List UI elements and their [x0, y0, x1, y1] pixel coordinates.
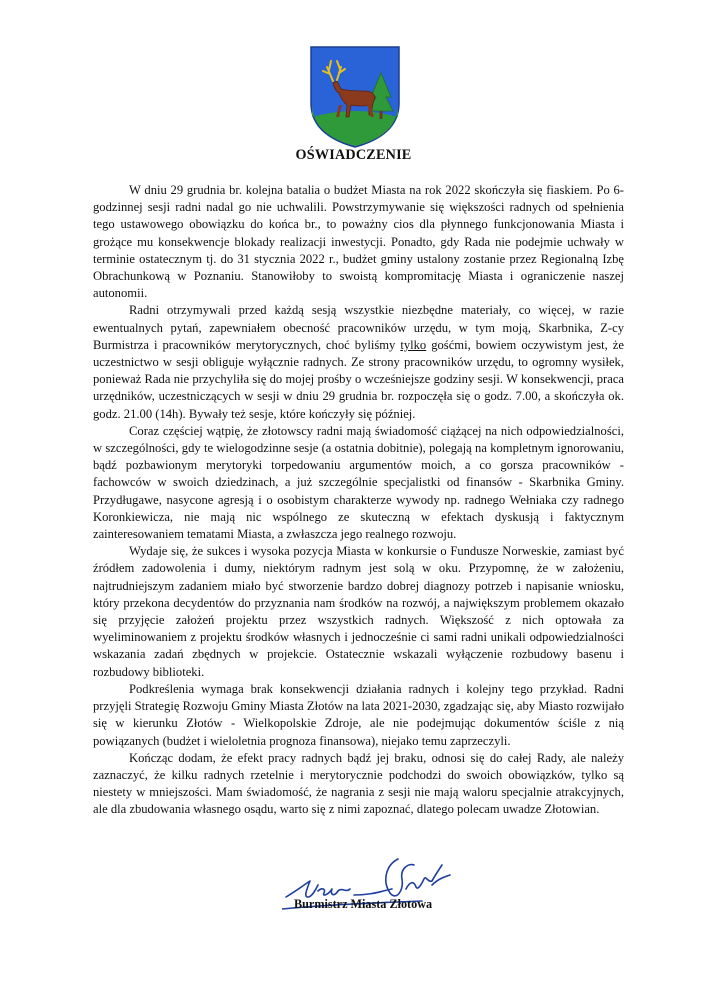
- paragraph-3: [93, 423, 624, 543]
- paragraph-4: [93, 543, 624, 681]
- paragraph-text: Radni otrzymywali przed każdą sesją wszystkie niezbędne materiały, co więcej, w razie ewentualnych pytań, zapewniałem obecność pracowników urzędu, w tym moją, Skarbnika, Z-cy Burmistrza i pracowników merytorycznych, choć byliśmy: [93, 303, 624, 352]
- paragraph-text-continued: gośćmi, bowiem oczywistym jest, że uczestnictwo w sesji obliguje wyłącznie radnych. Ze strony pracowników urzędu, to ogromny wysiłek, ponieważ Rada nie przychyliła się do mojej prośby o wcześniejsze godziny sesji. W konsekwencji, praca urzędników, uczestniczących w sesji w dniu 29 grudnia br. rozpoczęła się o godz. 7.00, a skończyła ok. godz. 21.00 (14h). Bywały też sesje, które kończyły się później.: [93, 337, 624, 421]
- paragraph-text: Kończąc dodam, że efekt pracy radnych bądź jej braku, odnosi się do całej Rady, ale należy zaznaczyć, że kilku radnych rzetelnie i merytorycznie podchodzi do swoich obowiązków, tylko są niestety w mniejszości. Mam świadomość, że nagrania z sesji nie mają waloru specjalnie atrakcyjnych, ale dla zbudowania własnego osądu, warto się z nimi zapoznać, dlatego polecam uwadze Złotowian.: [93, 750, 624, 817]
- paragraph-2: [93, 302, 624, 422]
- paragraph-6: [93, 750, 624, 819]
- underlined-word: tylko: [400, 337, 427, 352]
- paragraph-text: Coraz częściej wątpię, że złotowscy radni mają świadomość ciążącej na nich odpowiedzialności, w szczególności, gdy te wielogodzinne sesje (a ostatnia dobitnie), polegają na kompletnym ignorowaniu, bądź pozbawionym merytoryki torpedowaniu argumentów moich, a co gorsza pracowników - fachowców w swoich dziedzinach, a już szczególnie specjalistki od finansów - Skarbnika Gminy. Przydługawe, nasycone agresją i o osobistym charakterze wywody np. radnego Wełniaka czy radnego Koronkiewicza, nie mają nic wspólnego ze skuteczną w efektach dyskusją i faktycznym zainteresowaniem tematami Miasta, a zwłaszcza jego realnego rozwoju.: [93, 423, 624, 542]
- deer-coat-of-arms-icon: [309, 45, 401, 149]
- paragraph-text: Podkreślenia wymaga brak konsekwencji działania radnych i kolejny tego przykład. Radni przyjęli Strategię Rozwoju Gminy Miasta Złotów na lata 2021-2030, zgadzając się, aby Miasto rozwijało się w kierunku Złotów - Wielkopolskie Zdroje, ale nie podejmując dokumentów ściśle z nią powiązanych (budżet i wieloletnia prognoza finansowa), niejako temu zaprzeczyli.: [93, 681, 624, 748]
- paragraph-1: [93, 182, 624, 302]
- paragraph-5: [93, 681, 624, 750]
- signature-caption: Burmistrz Miasta Złotowa: [294, 897, 433, 911]
- document-title: OŚWIADCZENIE: [295, 147, 412, 163]
- paragraph-text: W dniu 29 grudnia br. kolejna batalia o budżet Miasta na rok 2022 skończyła się fiaskiem. Po 6- godzinnej sesji radni nadal go nie uchwalili. Powstrzymywanie się większości radnych od spełnienia tego ustawowego obowiązku do końca br., to poważny cios dla płynnego funkcjonowania Miasta i grożące mu konsekwencje blokady realizacji inwestycji. Ponadto, gdy Rada nie podejmie uchwały w terminie ostatecznym tj. do 31 stycznia 2022 r., budżet gminy ustalony zostanie przez Regionalną Izbę Obrachunkową w Poznaniu. Stanowiłoby to swoistą kompromitację Miasta i ograniczenie naszej autonomii.: [93, 183, 624, 301]
- paragraph-text: Wydaje się, że sukces i wysoka pozycja Miasta w konkursie o Fundusze Norweskie, zamiast być źródłem zadowolenia i dumy, niektórym radnym jest solą w oku. Przypomnę, że w założeniu, najtrudniejszym zadaniem miało być stworzenie bardzo dobrej diagnozy potrzeb i napisanie wniosku, który przekona decydentów do przyznania nam środków na rozwój, a największym problemem okazało się przyjęcie założeń projektu przez wszystkich radnych. Większość z nich optowała za wyeliminowaniem z projektu środków własnych i jednocześnie ci sami radni unikali odpowiedzialności wskazania zadań zbędnych w projekcie. Ostatecznie wskazali wyłączenie rozbudowy basenu i rozbudowy biblioteki.: [93, 544, 624, 679]
- document-body: [93, 182, 624, 819]
